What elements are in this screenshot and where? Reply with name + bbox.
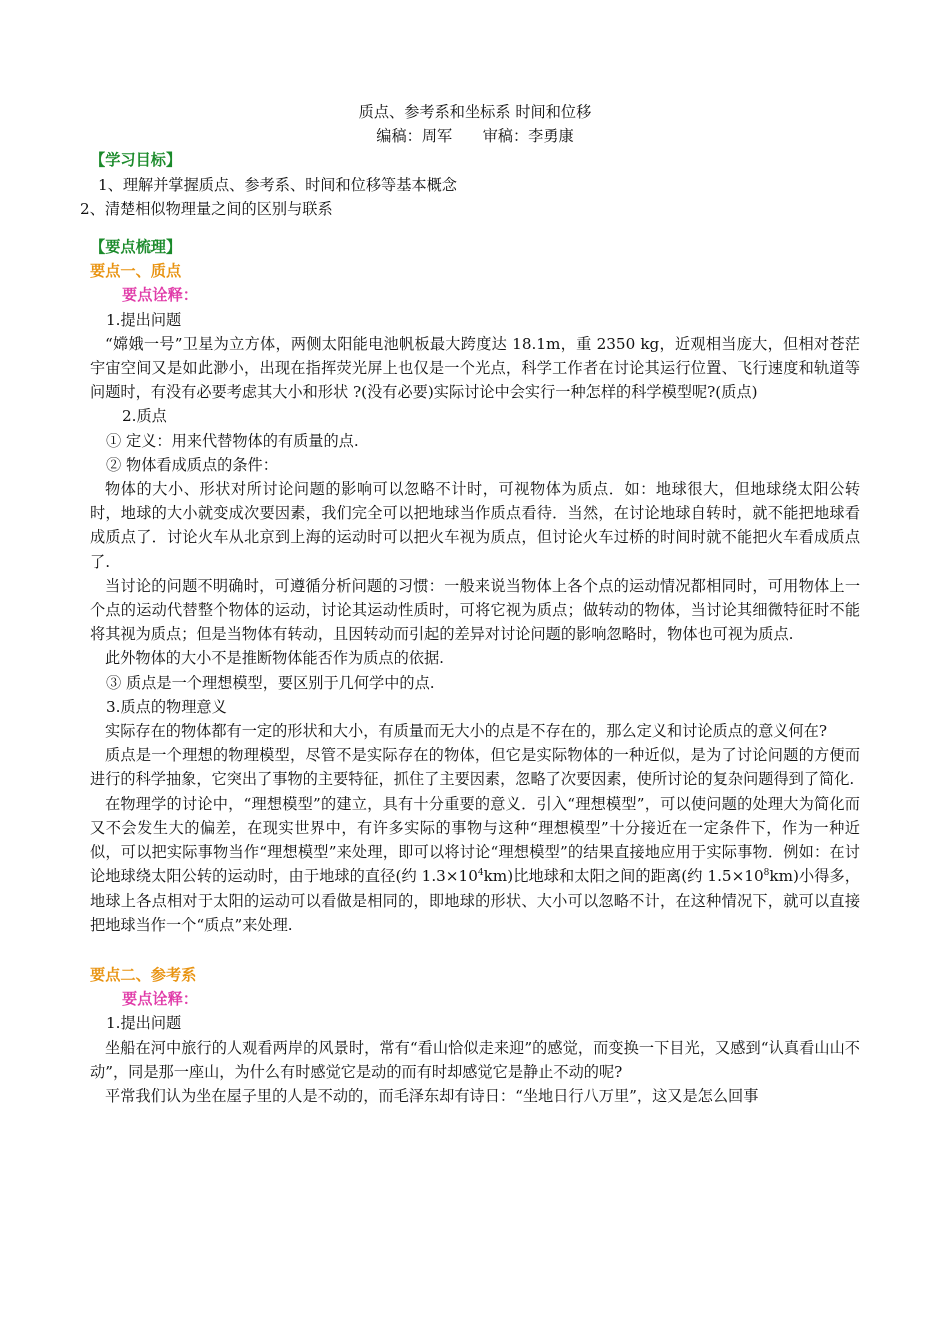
point1-paragraph-1: “嫦娥一号”卫星为立方体，两侧太阳能电池帆板最大跨度达 18.1m，重 2350 kg，近观相当庞大，但相对苍茫宇宙空间又是如此渺小，出现在指挥荧光屏上也仅是一个光点，科学工作者在讨论其运行位置、飞行速度和轨道等问题时，有没有必要考虑其大小和形状 ?(没有必要)实际讨论中会实行一种怎样的科学模型呢?(质点)	[90, 334, 860, 402]
objectives-heading: 【学习目标】	[90, 151, 182, 170]
point1-definition-3: ③ 质点是一个理想模型，要区别于几何学中的点.	[106, 673, 435, 692]
p7-part-b: km)比地球和太阳之间的距离(约 1.5×10	[483, 867, 764, 886]
point1-paragraph-7	[90, 792, 860, 937]
document-title: 质点、参考系和坐标系 时间和位移	[358, 103, 592, 121]
point1-definition-1: ① 定义：用来代替物体的有质量的点.	[106, 431, 359, 450]
document-page	[80, 100, 860, 1108]
point1-section-2: 2.质点	[122, 407, 167, 426]
objective-item-2: 2、清楚相似物理量之间的区别与联系	[80, 199, 333, 218]
spacer	[90, 937, 860, 963]
point2-section-1: 1.提出问题	[106, 1014, 182, 1033]
point2-paragraph-1: 坐船在河中旅行的人观看两岸的风景时，常有“看山恰似走来迎”的感觉，而变换一下目光，又感到“认真看山山不动”，同是那一座山，为什么有时感觉它是动的而有时却感觉它是静止不动的呢?	[90, 1038, 860, 1081]
point1-paragraph-4: 此外物体的大小不是推断物体能否作为质点的依据.	[105, 649, 444, 668]
p7-part-c: km)小得多，地球上各点相对于太阳的运动可以看做是相同的，即地球的形状、大小可以忽略不计，在这种情况下，就可以直接把地球当作一个“质点”来处理.	[90, 867, 860, 934]
point1-paragraph-2: 物体的大小、形状对所讨论问题的影响可以忽略不计时，可视物体为质点．如：地球很大，但地球绕太阳公转时，地球的大小就变成次要因素，我们完全可以把地球当作质点看待．当然，在讨论地球自转时，就不能把地球看成质点了．讨论火车从北京到上海的运动时可以把火车视为质点，但讨论火车过桥的时间时就不能把火车看成质点了.	[90, 480, 860, 571]
point1-section-3: 3.质点的物理意义	[106, 697, 227, 716]
point1-section-1: 1.提出问题	[106, 310, 182, 329]
point1-heading: 要点一、质点	[90, 262, 182, 281]
point1-paragraph-6: 质点是一个理想的物理模型，尽管不是实际存在的物体，但它是实际物体的一种近似，是为了讨论问题的方便而进行的科学抽象，它突出了事物的主要特征，抓住了主要因素，忽略了次要因素，使所讨论的复杂问题得到了简化.	[90, 746, 860, 789]
point1-paragraph-5: 实际存在的物体都有一定的形状和大小，有质量而无大小的点是不存在的，那么定义和讨论质点的意义何在?	[105, 722, 827, 741]
point1-definition-2: ② 物体看成质点的条件：	[106, 455, 278, 474]
p7-exponent-2: 8	[763, 868, 770, 879]
point1-paragraph-3: 当讨论的问题不明确时，可遵循分析问题的习惯：一般来说当物体上各个点的运动情况都相同时，可用物体上一个点的运动代替整个物体的运动，讨论其运动性质时，可将它视为质点；做转动的物体，当讨论其细微特征时不能将其视为质点；但是当物体有转动，且因转动而引起的差异对讨论问题的影响忽略时，物体也可视为质点.	[90, 576, 860, 644]
objective-item-1: 1、理解并掌握质点、参考系、时间和位移等基本概念	[98, 175, 457, 194]
p7-exponent-1: 4	[477, 868, 484, 879]
point2-paragraph-2: 平常我们认为坐在屋子里的人是不动的，而毛泽东却有诗日：“坐地日行八万里”，这又是怎么回事	[105, 1086, 759, 1105]
spacer	[90, 221, 860, 235]
editor-line: 编稿：周军 审稿：李勇康	[376, 127, 574, 146]
summary-heading: 【要点梳理】	[90, 238, 182, 257]
point1-subheading: 要点诠释：	[122, 286, 198, 305]
p7-part-a: 在物理学的讨论中，“理想模型”的建立，具有十分重要的意义．引入“理想模型”，可以使问题的处理大为简化而又不会发生大的偏差，在现实世界中，有许多实际的事物与这种“理想模型”十分接近在一定条件下，作为一种近似，可以把实际事物当作“理想模型”来处理，即可以将讨论“理想模型”的结果直接地应用于实际事物．例如：在讨论地球绕太阳公转的运动时，由于地球的直径(约 1.3×10	[90, 794, 860, 886]
point2-subheading: 要点诠释：	[122, 990, 198, 1009]
point2-heading: 要点二、参考系	[90, 965, 197, 984]
